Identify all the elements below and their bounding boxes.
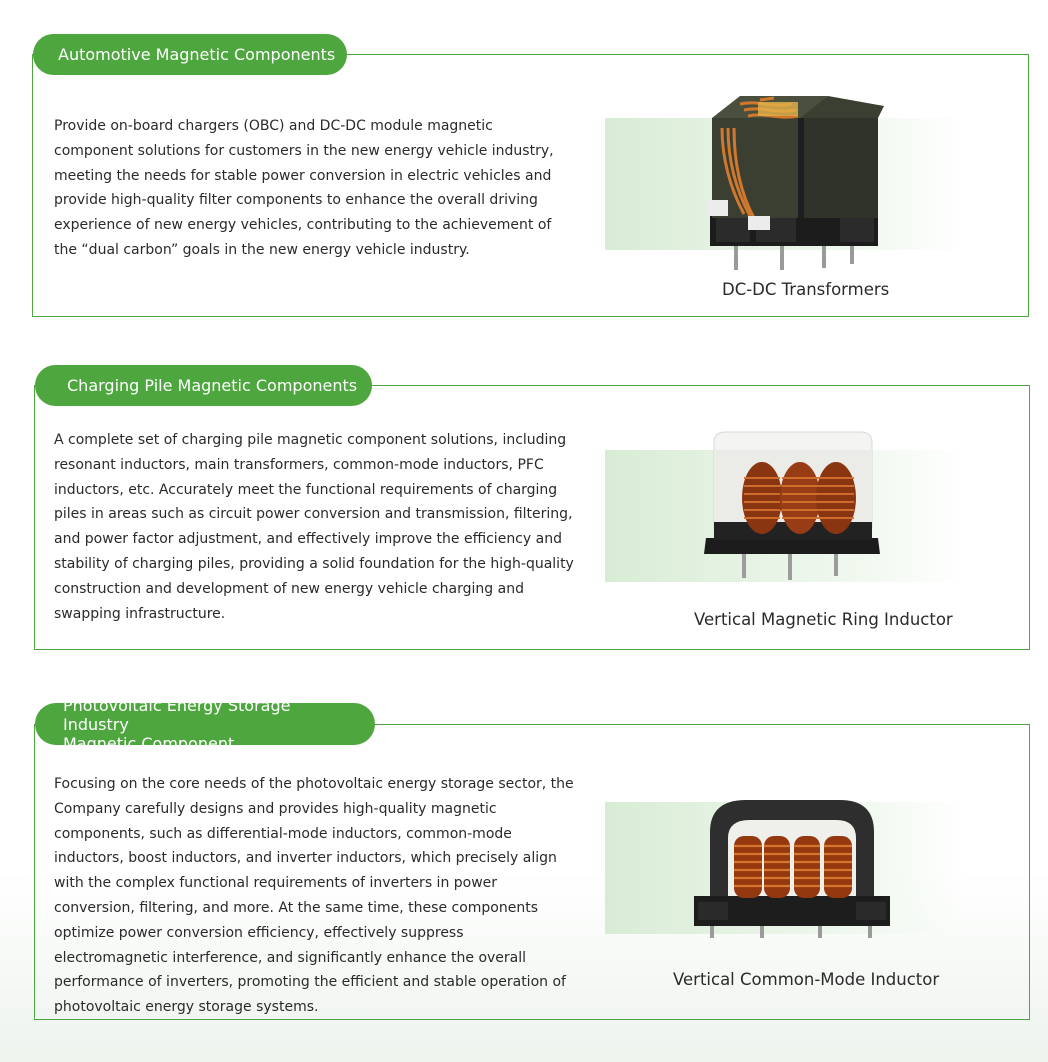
automotive-section-description: Provide on-board chargers (OBC) and DC-DC module magnetic component solutions for customers in the new energy vehicle industry, meeting the needs for stable power conversion in electric vehicles and provide high-quality filter components to enhance the overall driving experience of new energy vehicles, contributing to the achievement of the “dual carbon” goals in the new energy vehicle industry.	[54, 118, 554, 258]
photovoltaic-section-title	[35, 695, 375, 753]
dc-dc-transformer-image	[700, 88, 890, 274]
charging-pile-section-title: Charging Pile Magnetic Components	[35, 365, 372, 406]
vertical-common-mode-inductor-image	[690, 792, 892, 942]
photovoltaic-section-description: Focusing on the core needs of the photovoltaic energy storage sector, the Company carefully designs and provides high-quality magnetic components, such as differential-mode inductors, common-mode inductors, boost inductors, and inverter inductors, which precisely align with the complex functional requirements of inverters in power conversion, filtering, and more. At the same time, these components optimize power conversion efficiency, effectively suppress electromagnetic interference, and significantly enhance the overall performance of inverters, promoting the efficient and stable operation of photovoltaic energy storage systems.	[54, 776, 574, 1016]
photovoltaic-title-line-2: Magnetic Component	[63, 733, 235, 753]
dc-dc-transformers-caption: DC-DC Transformers	[722, 280, 890, 299]
charging-pile-section-description: A complete set of charging pile magnetic component solutions, including resonant inductors, main transformers, common-mode inductors, PFC inductors, etc. Accurately meet the functional requirements of charging piles in areas such as circuit power conversion and transmission, filtering, and power factor adjustment, and effectively improve the efficiency and stability of charging piles, providing a solid foundation for the high-quality construction and development of new energy vehicle charging and swapping infrastructure.	[54, 432, 574, 622]
photovoltaic-title-line-1: Photovoltaic Energy Storage Industry	[63, 695, 291, 734]
vertical-common-mode-inductor-caption: Vertical Common-Mode Inductor	[673, 970, 940, 989]
vertical-magnetic-ring-inductor-caption: Vertical Magnetic Ring Inductor	[694, 610, 953, 629]
vertical-ring-inductor-image	[700, 428, 884, 584]
automotive-section-title: Automotive Magnetic Components	[33, 34, 347, 75]
